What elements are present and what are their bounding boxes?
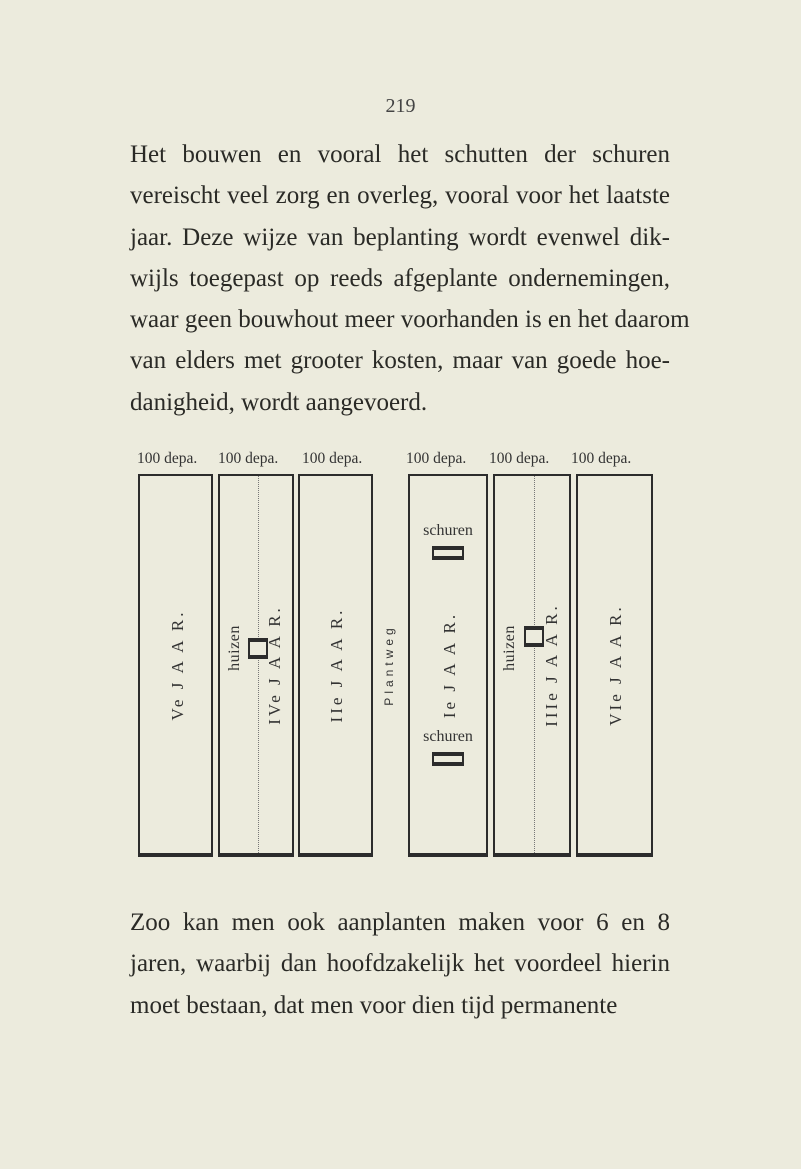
text-line: waar geen bouwhout meer voorhanden is en het daarom <box>130 306 690 334</box>
plot-year-6 <box>576 474 653 857</box>
text-line: danigheid, wordt aangevoerd. <box>130 388 428 416</box>
plot-year-5 <box>138 474 213 857</box>
text-line: jaren, waarbij dan hoofdzakelijk het voordeel hierin <box>130 950 670 978</box>
dotted-line <box>534 476 535 853</box>
plot-size-label: 100 depa. <box>406 450 467 467</box>
huts-label: huizen <box>501 625 518 671</box>
sheds-label: schuren <box>423 522 473 539</box>
text-line: jaar. Deze wijze van beplanting wordt evenwel dik- <box>130 223 670 251</box>
year-label: Ve J A A R. <box>168 609 187 720</box>
shed-icon <box>432 546 464 560</box>
hut-icon <box>524 626 544 647</box>
paragraph-bottom <box>130 902 670 1026</box>
road-label: Plantweg <box>382 624 396 706</box>
text-line: moet bestaan, dat men voor dien tijd permanente <box>130 991 618 1019</box>
plot-size-label: 100 depa. <box>218 450 279 467</box>
text-line: Zoo kan men ook aanplanten maken voor 6 en 8 <box>130 909 670 936</box>
text-line: Het bouwen en vooral het schutten der schuren <box>130 141 670 168</box>
plot-year-2 <box>298 474 373 857</box>
plot-size-label: 100 depa. <box>489 450 550 467</box>
text-line: vereischt veel zorg en overleg, vooral voor het laatste <box>130 182 670 210</box>
plot-size-label: 100 depa. <box>137 450 198 467</box>
year-label: Ie J A A R. <box>440 611 459 718</box>
year-label: IIe J A A R. <box>327 607 346 722</box>
text-line: van elders met grooter kosten, maar van goede hoe- <box>130 347 670 375</box>
plot-year-1 <box>408 474 488 857</box>
plot-year-3 <box>493 474 571 857</box>
plot-year-4 <box>218 474 294 857</box>
year-label: IIIe J A A R. <box>542 602 561 727</box>
text-line: wijls toegepast op reeds afgeplante ondernemingen, <box>130 264 670 292</box>
year-label: VIe J A A R. <box>606 603 625 726</box>
sheds-label: schuren <box>423 728 473 745</box>
plot-size-label: 100 depa. <box>302 450 363 467</box>
paragraph-top <box>130 134 690 423</box>
huts-label: huizen <box>226 625 243 671</box>
page-number: 219 <box>385 95 416 117</box>
plot-size-label: 100 depa. <box>571 450 632 467</box>
dotted-line <box>258 476 259 853</box>
year-label: IVe J A A R. <box>265 604 284 725</box>
shed-icon <box>432 752 464 766</box>
